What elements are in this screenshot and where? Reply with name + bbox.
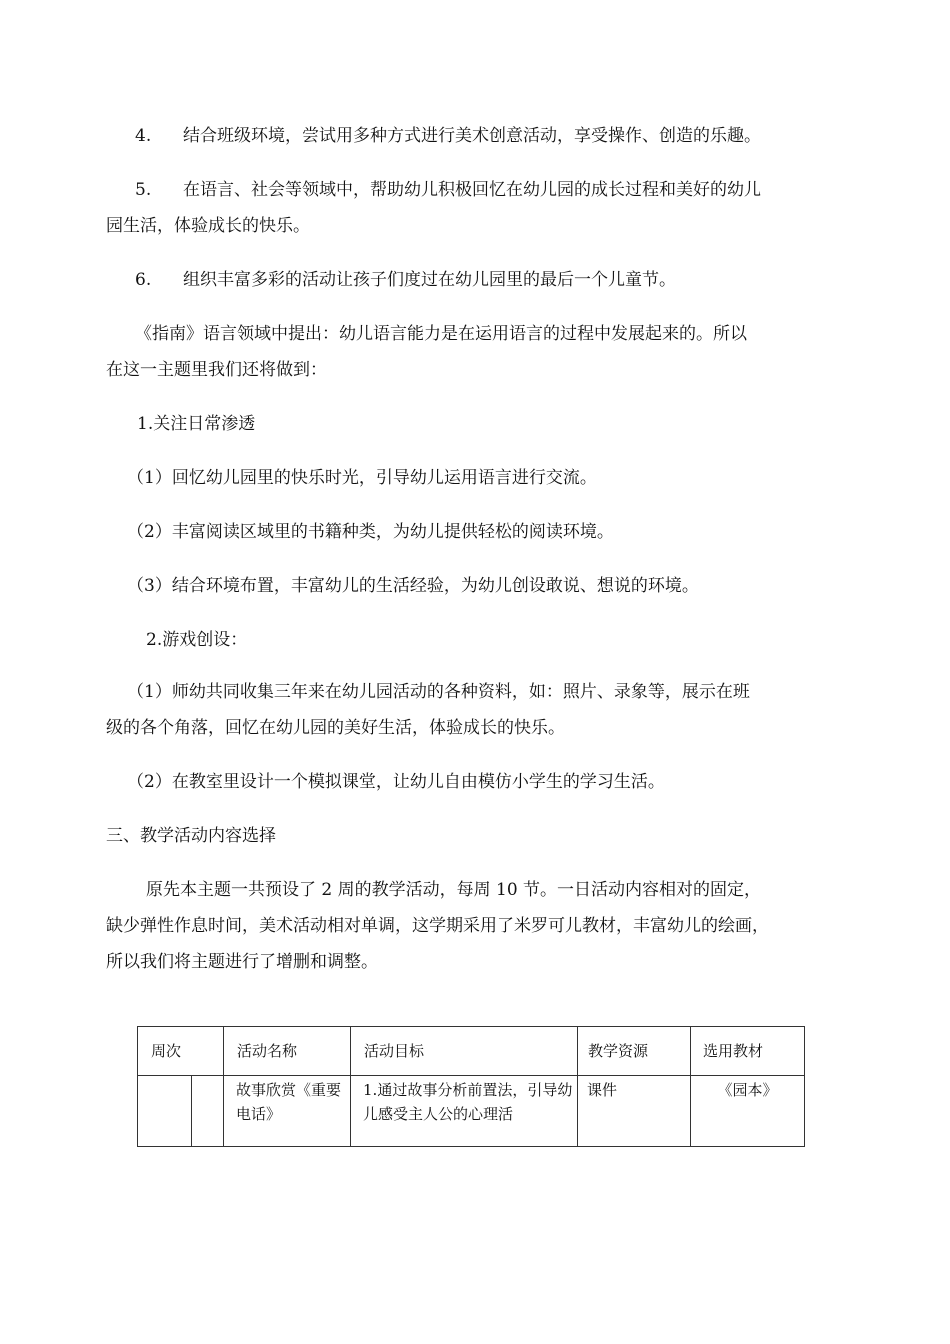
goal-item-6 xyxy=(135,269,676,291)
section1-heading: 1.关注日常渗透 xyxy=(137,414,256,434)
cell-sub xyxy=(192,1076,224,1147)
section1-item-2: （2）丰富阅读区域里的书籍种类，为幼儿提供轻松的阅读环境。 xyxy=(127,522,614,542)
header-teaching-resource: 教学资源 xyxy=(578,1027,691,1076)
activity-plan-table xyxy=(137,1026,805,1147)
cell-activity-name: 故事欣赏《重要电话》 xyxy=(224,1076,351,1147)
section1-item-3: （3）结合环境布置，丰富幼儿的生活经验，为幼儿创设敢说、想说的环境。 xyxy=(127,576,699,596)
goal-item-5-continued: 园生活，体验成长的快乐。 xyxy=(106,216,310,236)
header-textbook: 选用教材 xyxy=(691,1027,805,1076)
table-row xyxy=(138,1076,805,1147)
section2-heading: 2.游戏创设： xyxy=(146,630,248,650)
goal-item-5 xyxy=(135,179,761,201)
section2-item-1-line-1: （1）师幼共同收集三年来在幼儿园活动的各种资料，如：照片、录象等，展示在班 xyxy=(127,682,750,702)
cell-teaching-resource: 课件 xyxy=(578,1076,691,1147)
item-text: 结合班级环境，尝试用多种方式进行美术创意活动，享受操作、创造的乐趣。 xyxy=(183,126,761,146)
header-activity-name: 活动名称 xyxy=(224,1027,351,1076)
section1-item-1: （1）回忆幼儿园里的快乐时光，引导幼儿运用语言进行交流。 xyxy=(127,468,597,488)
section3-paragraph-line-2: 缺少弹性作息时间，美术活动相对单调，这学期采用了米罗可儿教材，丰富幼儿的绘画， xyxy=(106,916,769,936)
goal-item-4 xyxy=(135,125,761,147)
item-number: 5. xyxy=(135,180,152,200)
section3-paragraph-line-3: 所以我们将主题进行了增删和调整。 xyxy=(106,952,378,972)
table-header-row xyxy=(138,1027,805,1076)
section3-paragraph-line-1: 原先本主题一共预设了 2 周的教学活动，每周 10 节。一日活动内容相对的固定， xyxy=(146,880,762,900)
header-week: 周次 xyxy=(138,1027,224,1076)
cell-week xyxy=(138,1076,192,1147)
item-text: 组织丰富多彩的活动让孩子们度过在幼儿园里的最后一个儿童节。 xyxy=(183,270,676,290)
section2-item-2: （2）在教室里设计一个模拟课堂，让幼儿自由模仿小学生的学习生活。 xyxy=(127,772,665,792)
cell-textbook: 《园本》 xyxy=(691,1076,805,1147)
guide-paragraph-line-1: 《指南》语言领域中提出：幼儿语言能力是在运用语言的过程中发展起来的。所以 xyxy=(135,324,747,344)
header-activity-goal: 活动目标 xyxy=(351,1027,578,1076)
item-number: 4. xyxy=(135,126,152,146)
section2-item-1-line-2: 级的各个角落，回忆在幼儿园的美好生活，体验成长的快乐。 xyxy=(106,718,565,738)
guide-paragraph-line-2: 在这一主题里我们还将做到： xyxy=(106,360,327,380)
item-number: 6. xyxy=(135,270,152,290)
item-text: 在语言、社会等领域中，帮助幼儿积极回忆在幼儿园的成长过程和美好的幼儿 xyxy=(183,180,761,200)
cell-activity-goal: 1.通过故事分析前置法，引导幼儿感受主人公的心理活 xyxy=(351,1076,578,1147)
section3-heading: 三、教学活动内容选择 xyxy=(106,826,276,846)
